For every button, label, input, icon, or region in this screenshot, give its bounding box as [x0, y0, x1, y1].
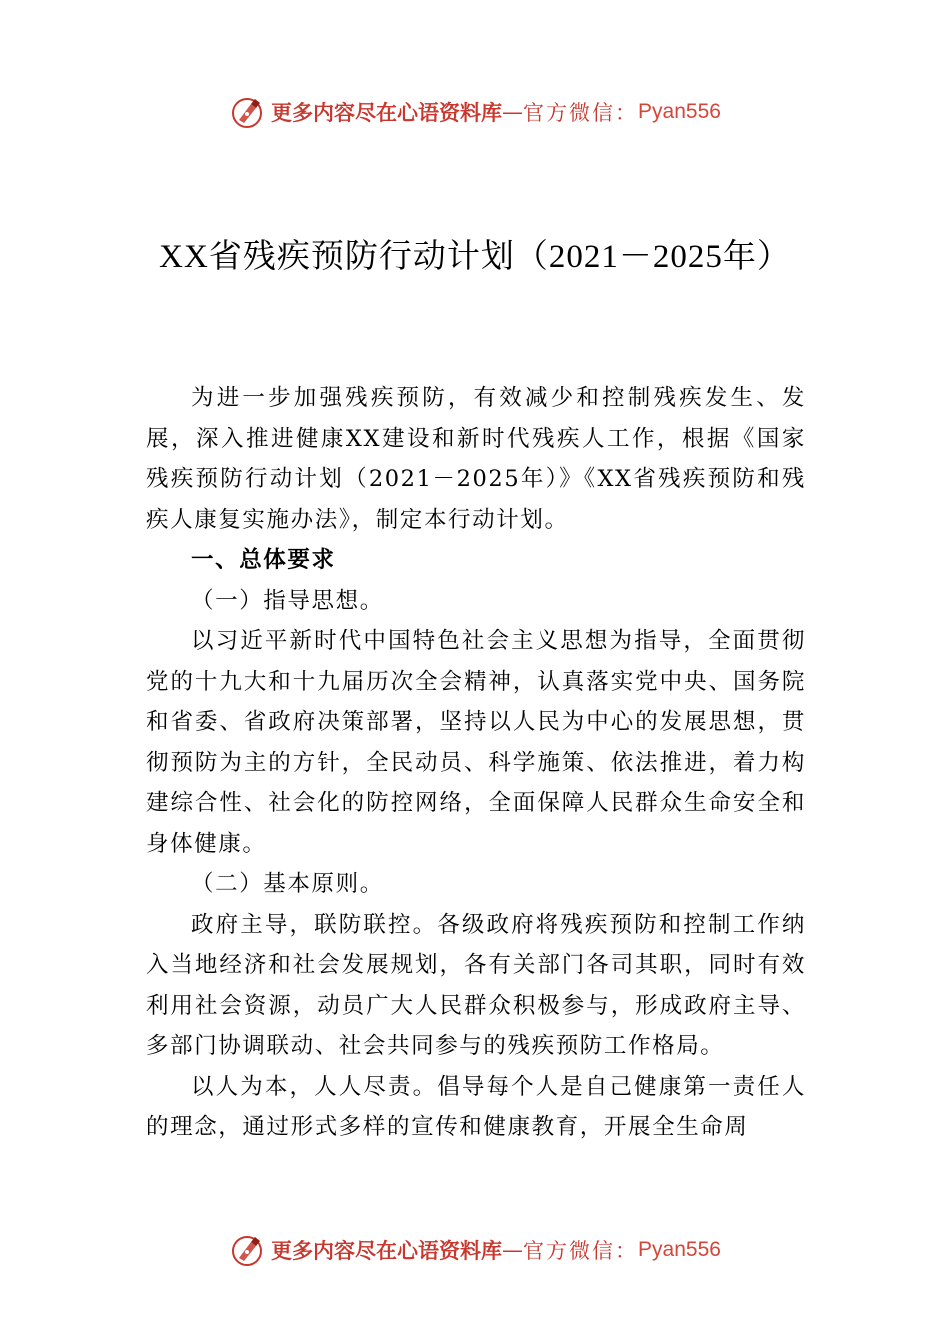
watermark-brand: 更多内容尽在心语资料库	[271, 1239, 503, 1263]
intro-paragraph: 为进一步加强残疾预防，有效减少和控制残疾发生、发展，深入推进健康XX建设和新时代残疾人工作，根据《国家残疾预防行动计划（2021－2025年）》《XX省残疾预防和残疾人康复实施办法》，制定本行动计划。	[146, 385, 806, 533]
body-paragraph: 政府主导，联防联控。各级政府将残疾预防和控制工作纳入当地经济和社会发展规划，各有关部门各司其职，同时有效利用社会资源，动员广大人民群众积极参与，形成政府主导、多部门协调联动、社会共同参与的残疾预防工作格局。	[146, 911, 806, 1059]
subsection-heading-guiding-ideology: （一）指导思想。	[191, 587, 384, 614]
watermark-wechat-id: Pyan556	[638, 1238, 721, 1261]
watermark-separator: —	[502, 100, 524, 124]
watermark-label: 官方微信：	[523, 101, 639, 125]
watermark-brand: 更多内容尽在心语资料库	[271, 101, 503, 125]
subsection-heading-basic-principles: （二）基本原则。	[191, 871, 384, 897]
body-paragraph: 以习近平新时代中国特色社会主义思想为指导，全面贯彻党的十九大和十九届历次全会精神，认真落实党中央、国务院和省委、省政府决策部署，坚持以人民为中心的发展思想，贯彻预防为主的方针，全民动员、科学施策、依法推进，着力构建综合性、社会化的防控网络，全面保障人民群众生命安全和身体健康。	[146, 628, 806, 857]
watermark-wechat-id: Pyan556	[638, 100, 721, 123]
document-body	[146, 378, 806, 1148]
pen-nib-circle-icon	[229, 94, 265, 130]
watermark-header	[0, 94, 950, 130]
watermark-footer	[0, 1232, 950, 1268]
section-heading-overall-requirements: 一、总体要求	[191, 547, 336, 573]
document-title: XX省残疾预防行动计划（2021－2025年）	[159, 239, 791, 275]
watermark-label: 官方微信：	[523, 1239, 639, 1263]
watermark-separator: —	[502, 1238, 524, 1262]
pen-nib-circle-icon	[229, 1232, 265, 1268]
body-paragraph: 以人为本，人人尽责。倡导每个人是自己健康第一责任人的理念，通过形式多样的宣传和健康教育，开展全生命周	[146, 1073, 806, 1140]
